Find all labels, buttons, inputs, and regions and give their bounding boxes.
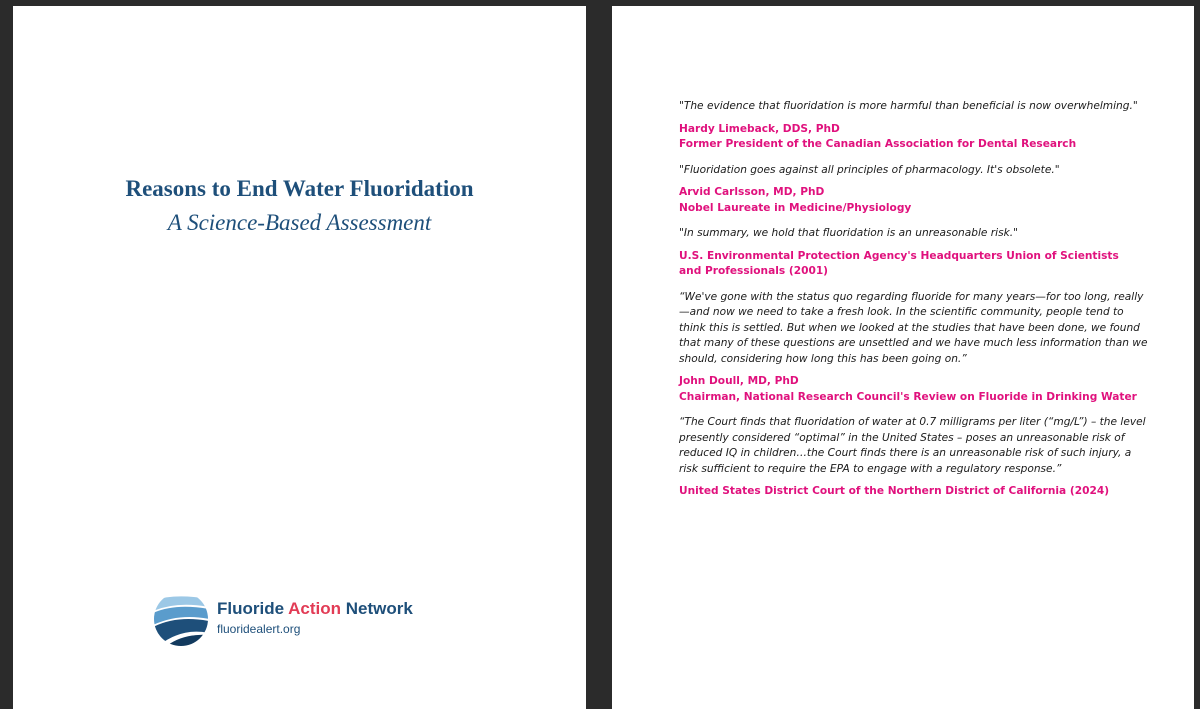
quote-author-role: Former President of the Canadian Association for Dental Research [679, 138, 1077, 150]
water-wave-logo-icon [153, 591, 209, 647]
document-title: Reasons to End Water Fluoridation [125, 176, 474, 201]
quote-author-role: Chairman, National Research Council's Review on Fluoride in Drinking Water [679, 390, 1137, 403]
organization-logo [153, 591, 473, 651]
quote-text: "In summary, we hold that fluoridation is an unreasonable risk." [679, 227, 1019, 239]
quote-text: “We've gone with the status quo regarding fluoride for many years—for too long, really—and now we need to take a fresh look. In the scientific community, people tend to think this is settled. But when we looked at the studies that have been done, we found that many of these questions are unsettled and we have much less information than we should, considering how long this has been going on.” [679, 290, 1148, 365]
quote-author: Hardy Limeback, DDS, PhD [679, 122, 840, 135]
quotes-list [679, 99, 1149, 510]
quote-author: Arvid Carlsson, MD, PhD [679, 186, 825, 198]
quote-attribution [679, 122, 1149, 153]
quote-author-role: Nobel Laureate in Medicine/Physiology [679, 201, 912, 214]
document-subtitle: A Science-Based Assessment [167, 210, 432, 235]
quote-attribution [679, 249, 1149, 280]
quote-text: "The evidence that fluoridation is more harmful than beneficial is now overwhelming." [679, 100, 1138, 112]
quote-author: John Doull, MD, PhD [679, 375, 799, 387]
quote-text: “The Court finds that fluoridation of water at 0.7 milligrams per liter (“mg/L”) – the level presently considered “optimal” in the United States – poses an unreasonable risk of reduced IQ in children…the Court finds there is an unreasonable risk of such injury, a risk sufficient to require the EPA to engage with a regulatory response.” [679, 416, 1146, 475]
quote-author: U.S. Environmental Protection Agency's Headquarters Union of Scientists [679, 249, 1119, 262]
quote-text: "Fluoridation goes against all principles of pharmacology. It's obsolete." [679, 163, 1060, 176]
organization-url: fluoridealert.org [217, 622, 301, 636]
cover-page [13, 6, 586, 709]
quote-author-role: and Professionals (2001) [679, 265, 829, 277]
organization-name: Fluoride Action Network [217, 599, 413, 618]
quotes-page [612, 6, 1194, 709]
quote-author: United States District Court of the Northern District of California (2024) [679, 485, 1110, 497]
quote-attribution [679, 484, 1149, 500]
quote-attribution [679, 185, 1149, 216]
quote-attribution [679, 374, 1149, 405]
